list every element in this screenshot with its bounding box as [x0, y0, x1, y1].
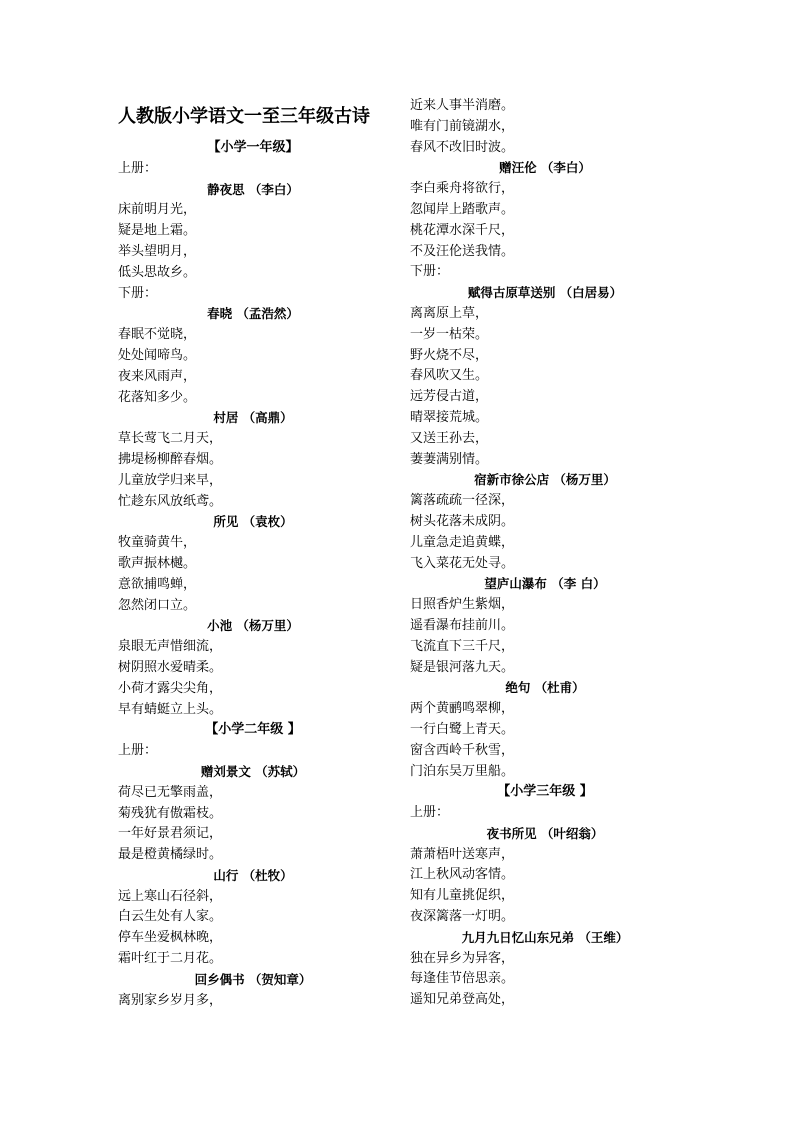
semester-label: 下册： [410, 264, 450, 280]
poem-line: 遥看瀑布挂前川。 [410, 617, 515, 633]
semester-label: 上册： [118, 743, 158, 759]
poem-line: 不及汪伦送我情。 [410, 243, 515, 259]
poem-line: 门泊东吴万里船。 [410, 763, 515, 779]
poem-line: 野火烧不尽， [410, 347, 489, 363]
poem-line: 拂堤杨柳醉春烟。 [118, 451, 223, 467]
poem-line: 夜深篱落一灯明。 [410, 909, 515, 925]
poem-line: 举头望明月， [118, 243, 197, 259]
poem-title: 山行 （杜牧） [213, 867, 293, 883]
poem-title: 九月九日忆山东兄弟 （王维） [461, 929, 629, 945]
poem-line: 早有蜻蜓立上头。 [118, 701, 223, 717]
semester-label: 下册： [118, 285, 158, 301]
poem-line: 又送王孙去， [410, 430, 489, 446]
poem-title: 赠汪伦 （李白） [499, 160, 591, 176]
poem-line: 树头花落未成阴。 [410, 513, 515, 529]
poem-line: 春风吹又生。 [410, 368, 489, 384]
poem-line: 飞入菜花无处寻。 [410, 555, 515, 571]
right-column [410, 96, 680, 1011]
poem-line: 床前明月光， [118, 202, 197, 218]
poem-line: 疑是地上霜。 [118, 223, 197, 239]
poem-line: 疑是银河落九天。 [410, 659, 515, 675]
poem-line: 荷尽已无擎雨盖， [118, 784, 223, 800]
poem-line: 菊残犹有傲霜枝。 [118, 805, 223, 821]
left-column-lines [118, 138, 388, 1011]
poem-line: 树阴照水爱晴柔。 [118, 659, 223, 675]
poem-line: 霜叶红于二月花。 [118, 951, 223, 967]
poem-line: 萋萋满别情。 [410, 451, 489, 467]
poem-line: 儿童急走追黄蝶， [410, 534, 515, 550]
poem-title: 绝句 （杜甫） [505, 680, 585, 696]
poem-title: 宿新市徐公店 （杨万里） [474, 472, 616, 488]
poem-line: 日照香炉生紫烟， [410, 597, 515, 613]
poem-line: 远芳侵古道， [410, 389, 489, 405]
document-title: 人教版小学语文一至三年级古诗 [118, 106, 370, 127]
poem-line: 每逢佳节倍思亲。 [410, 971, 515, 987]
poem-title: 回乡偶书 （贺知章） [194, 971, 312, 987]
poem-line: 篱落疏疏一径深， [410, 493, 515, 509]
poem-title: 小池 （杨万里） [207, 618, 299, 634]
poem-line: 晴翠接荒城。 [410, 409, 489, 425]
poem-line: 江上秋风动客情。 [410, 867, 515, 883]
poem-line: 飞流直下三千尺， [410, 638, 515, 654]
poem-line: 泉眼无声惜细流， [118, 639, 223, 655]
poem-line: 一年好景君须记， [118, 826, 223, 842]
semester-label: 上册： [410, 805, 450, 821]
grade-heading: 【小学一年级】 [207, 140, 299, 155]
poem-line: 处处闻啼鸟。 [118, 347, 197, 363]
poem-title: 赠刘景文 （苏轼） [200, 763, 306, 779]
poem-line: 儿童放学归来早， [118, 472, 223, 488]
poem-line: 夜来风雨声， [118, 368, 197, 384]
poem-line: 近来人事半消磨。 [410, 98, 515, 113]
poem-line: 春眠不觉晓， [118, 327, 197, 343]
poem-line: 一岁一枯荣。 [410, 326, 489, 342]
poem-line: 春风不改旧时波。 [410, 139, 515, 155]
poem-line: 意欲捕鸣蝉， [118, 576, 197, 592]
poem-line: 离别家乡岁月多， [118, 992, 223, 1008]
poem-line: 小荷才露尖尖角， [118, 680, 223, 696]
poem-line: 独在异乡为异客， [410, 950, 515, 966]
poem-title: 静夜思 （李白） [207, 181, 299, 197]
poem-title: 所见 （袁枚） [213, 514, 293, 530]
poem-line: 遥知兄弟登高处， [410, 992, 515, 1008]
poem-title: 夜书所见 （叶绍翁） [486, 825, 604, 841]
poem-line: 忽闻岸上踏歌声。 [410, 201, 515, 217]
poem-line: 白云生处有人家。 [118, 909, 223, 925]
poem-line: 一行白鹭上青天。 [410, 721, 515, 737]
poem-title: 望庐山瀑布 （李 白） [484, 576, 606, 592]
poem-line: 歌声振林樾。 [118, 555, 197, 571]
poem-line: 桃花潭水深千尺， [410, 222, 515, 238]
poem-line: 忙趁东风放纸鸢。 [118, 493, 223, 509]
grade-heading: 【小学二年级 】 [205, 722, 301, 738]
right-column-lines [410, 96, 680, 1011]
poem-line: 牧童骑黄牛， [118, 535, 197, 551]
poem-line: 两个黄鹂鸣翠柳， [410, 701, 515, 717]
poem-line: 唯有门前镜湖水， [410, 118, 515, 134]
left-column [118, 96, 388, 1011]
poem-line: 低头思故乡。 [118, 264, 197, 280]
poem-line: 远上寒山石径斜， [118, 888, 223, 904]
semester-label: 上册： [118, 160, 158, 176]
poem-line: 草长莺飞二月天， [118, 431, 223, 447]
poem-line: 忽然闭口立。 [118, 597, 197, 613]
poem-title: 村居 （高鼎） [213, 410, 293, 426]
poem-line: 知有儿童挑促织， [410, 888, 515, 904]
poem-line: 李白乘舟将欲行， [410, 181, 515, 197]
grade-heading: 【小学三年级 】 [497, 784, 593, 800]
poem-line: 最是橙黄橘绿时。 [118, 847, 223, 863]
poem-line: 花落知多少。 [118, 389, 197, 405]
poem-line: 萧萧梧叶送寒声， [410, 846, 515, 862]
poem-line: 离离原上草， [410, 305, 489, 321]
poem-title: 春晓 （孟浩然） [207, 306, 299, 322]
poem-line: 窗含西岭千秋雪， [410, 742, 515, 758]
poem-line: 停车坐爱枫林晚， [118, 930, 223, 946]
poem-title: 赋得古原草送别 （白居易） [467, 285, 623, 301]
